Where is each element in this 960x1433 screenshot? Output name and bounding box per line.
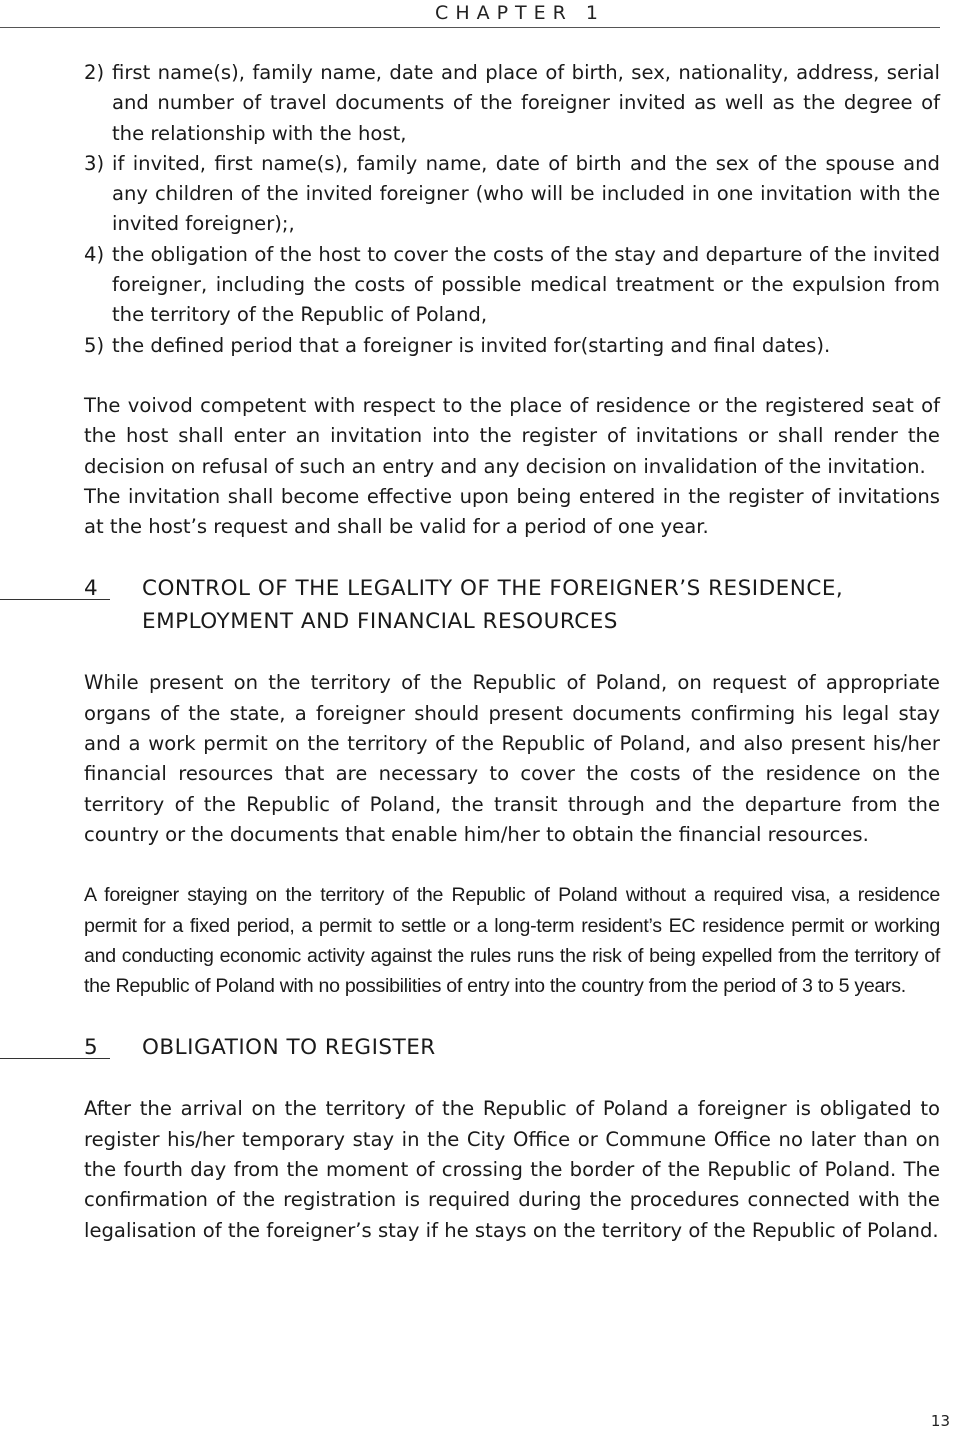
page-content — [84, 58, 940, 1246]
chapter-title: CHAPTER 1 — [435, 2, 605, 24]
section-heading-4 — [84, 572, 940, 638]
list-item-number: 5) — [84, 333, 105, 357]
list-item — [84, 331, 940, 361]
list-item-number: 3) — [84, 151, 105, 175]
section-head — [84, 572, 940, 638]
spacer — [84, 361, 940, 391]
section-rule — [0, 599, 110, 600]
section-number: 4 — [84, 576, 99, 602]
list-item-text: if invited, first name(s), family name, date of birth and the sex of the spouse and any children of the invited foreigner (who will be included in one invitation with the invited foreigner);, — [112, 151, 940, 236]
list-item-number: 4) — [84, 242, 105, 266]
section4-paragraph: A foreigner staying on the territory of the Republic of Poland without a required visa, a residence permit for a fixed period, a permit to settle or a long-term resident’s EC residence permit or working and conducting economic activity against the rules runs the risk of being expelled from the territory of the Republic of Poland with no possibilities of entry into the country from the period of 3 to 5 years. — [84, 884, 940, 998]
section4-paragraph: While present on the territory of the Republic of Poland, on request of appropriate organs of the state, a foreigner should present documents confirming his legal stay and a work permit on the territory of the Republic of Poland, and also present his/her financial resources that are necessary to cover the costs of the residence on the territory of the Republic of Poland, the transit through and the departure from the country or the documents that enable him/her to obtain the financial resources. — [84, 671, 940, 846]
list-item — [84, 58, 940, 149]
invitation-requirements-list — [84, 58, 940, 361]
section-heading-5 — [84, 1031, 940, 1064]
list-item — [84, 149, 940, 240]
chapter-header — [0, 0, 940, 28]
section-title: OBLIGATION TO REGISTER — [142, 1035, 436, 1061]
section-title: CONTROL OF THE LEGALITY OF THE FOREIGNER’S RESIDENCE, EMPLOYMENT AND FINANCIAL RESOURCES — [142, 576, 844, 635]
spacer — [84, 850, 940, 880]
list-item-number: 2) — [84, 61, 105, 84]
list-item-text: the obligation of the host to cover the costs of the stay and departure of the invited foreigner, including the costs of possible medical treatment or the expulsion from the territory of the Republic of Poland, — [112, 242, 940, 327]
section-head — [84, 1031, 940, 1064]
page-number: 13 — [930, 1412, 950, 1430]
intro-paragraph: The invitation shall become effective upon being entered in the register of invitations at the host’s request and shall be valid for a period of one year. — [84, 484, 940, 539]
list-item — [84, 240, 940, 331]
section-rule — [0, 1058, 110, 1059]
intro-paragraph: The voivod competent with respect to the place of residence or the registered seat of the host shall enter an invitation into the register of invitations or shall render the decision on refusal of such an entry and any decision on invalidation of the invitation. — [84, 393, 940, 478]
list-item-text: the defined period that a foreigner is invited for(starting and final dates). — [112, 333, 831, 357]
section-number: 5 — [84, 1035, 99, 1061]
section5-paragraph: After the arrival on the territory of the Republic of Poland a foreigner is obligated to register his/her temporary stay in the City Office or Commune Office no later than on the fourth day from the moment of crossing the border of the Republic of Poland. The confirmation of the registration is required during the procedures connected with the legalisation of the foreigner’s stay if he stays on the territory of the Republic of Poland. — [84, 1097, 940, 1242]
list-item-text: first name(s), family name, date and place of birth, sex, nationality, address, serial and number of travel documents of the foreigner invited as well as the degree of the relationship with the host, — [112, 61, 940, 145]
